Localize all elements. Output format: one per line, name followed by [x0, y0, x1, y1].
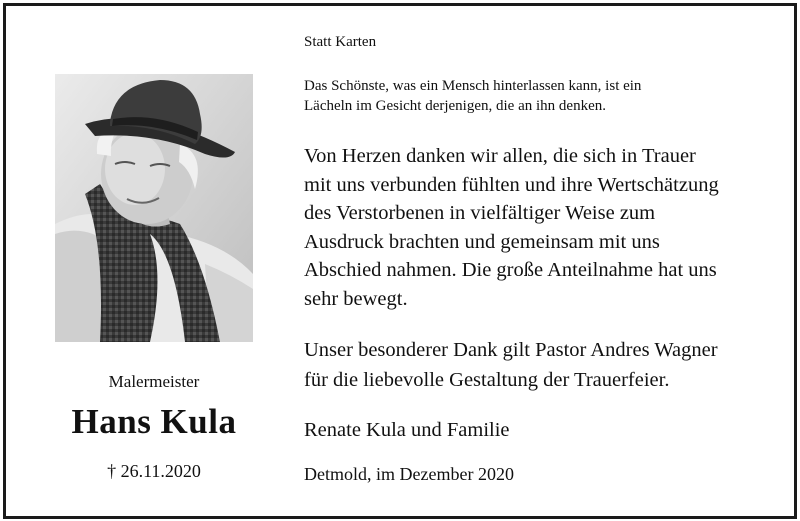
portrait-image: [55, 74, 253, 342]
deceased-occupation: Malermeister: [108, 372, 200, 391]
thanks-line: mit uns verbunden fühlten und ihre Wertschätzung: [304, 173, 719, 196]
special-thanks-line: Unser besonderer Dank gilt Pastor Andres Wagner: [304, 339, 718, 361]
quote-line: Lächeln im Gesicht derjenigen, die an ihn denken.: [304, 98, 606, 114]
portrait-photo: [55, 74, 253, 342]
thanks-paragraph: [304, 142, 784, 314]
thanks-line: Ausdruck brachten und gemeinsam mit uns: [304, 230, 660, 253]
special-thanks-line: für die liebevolle Gestaltung der Trauerfeier.: [304, 369, 670, 391]
notice-header: Statt Karten: [304, 34, 377, 50]
quote-line: Das Schönste, was ein Mensch hinterlassen kann, ist ein: [304, 78, 642, 94]
death-date: † 26.11.2020: [107, 461, 201, 481]
thanks-line: sehr bewegt.: [304, 287, 408, 310]
place-date: Detmold, im Dezember 2020: [304, 464, 514, 484]
thanks-line: des Verstorbenen in vielfältiger Weise zum: [304, 202, 656, 225]
quote-block: [304, 76, 734, 116]
thanks-line: Von Herzen danken wir allen, die sich in Trauer: [304, 145, 696, 167]
deceased-name: Hans Kula: [71, 402, 237, 441]
thanks-line: Abschied nahmen. Die große Anteilnahme hat uns: [304, 259, 717, 282]
signature: Renate Kula und Familie: [304, 419, 510, 441]
special-thanks-paragraph: [304, 335, 784, 395]
